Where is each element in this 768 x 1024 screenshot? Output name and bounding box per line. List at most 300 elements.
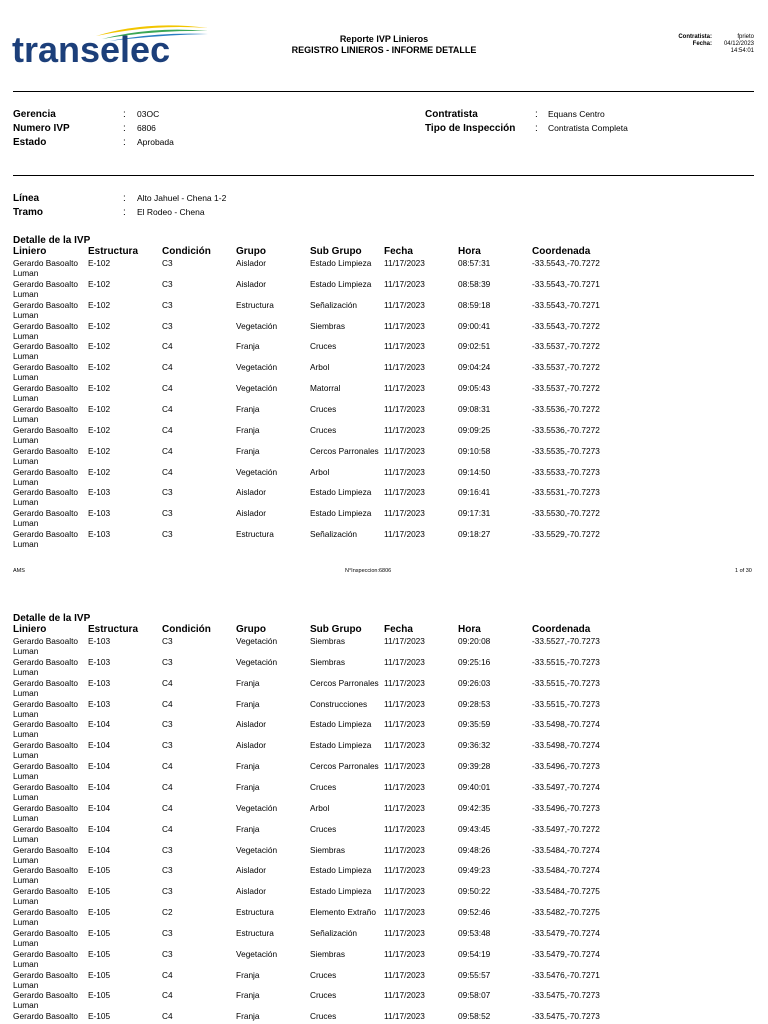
- cell-fecha: 11/17/2023: [384, 844, 425, 855]
- cell-liniero: Gerardo Basoalto Luman: [13, 299, 79, 320]
- tramo-label: Tramo: [13, 207, 44, 218]
- cell-estructura: E-102: [88, 466, 111, 477]
- cell-grupo: Franja: [236, 990, 260, 1001]
- cell-fecha: 11/17/2023: [384, 487, 425, 498]
- cell-condicion: C3: [162, 656, 173, 667]
- cell-estructura: E-105: [88, 990, 111, 1001]
- cell-estructura: E-103: [88, 677, 111, 688]
- cell-hora: 09:58:52: [458, 1011, 491, 1022]
- cell-fecha: 11/17/2023: [384, 802, 425, 813]
- cell-sub-grupo: Siembras: [310, 656, 346, 667]
- cell-fecha: 11/17/2023: [384, 656, 425, 667]
- cell-condicion: C3: [162, 948, 173, 959]
- cell-grupo: Vegetación: [236, 383, 278, 394]
- cell-liniero: Gerardo Basoalto Luman: [13, 320, 79, 341]
- cell-coordenada: -33.5531,-70.7273: [532, 487, 600, 498]
- cell-coordenada: -33.5515,-70.7273: [532, 677, 600, 688]
- cell-coordenada: -33.5543,-70.7272: [532, 320, 600, 331]
- cell-coordenada: -33.5543,-70.7271: [532, 278, 600, 289]
- cell-estructura: E-104: [88, 802, 111, 813]
- cell-grupo: Franja: [236, 341, 260, 352]
- cell-liniero: Gerardo Basoalto Luman: [13, 802, 79, 823]
- cell-liniero: Gerardo Basoalto Luman: [13, 781, 79, 802]
- cell-fecha: 11/17/2023: [384, 362, 425, 373]
- cell-estructura: E-103: [88, 636, 111, 646]
- column-header-condicion: Condición: [162, 624, 211, 635]
- cell-estructura: E-104: [88, 740, 111, 751]
- cell-fecha: 11/17/2023: [384, 636, 425, 646]
- cell-coordenada: -33.5535,-70.7273: [532, 445, 600, 456]
- linea-label: Línea: [13, 193, 40, 204]
- cell-liniero: Gerardo Basoalto Luman: [13, 636, 79, 656]
- cell-coordenada: -33.5537,-70.7272: [532, 341, 600, 352]
- column-header-hora: Hora: [458, 246, 481, 257]
- cell-condicion: C4: [162, 341, 173, 352]
- cell-estructura: E-102: [88, 299, 111, 310]
- cell-coordenada: -33.5515,-70.7273: [532, 698, 600, 709]
- cell-liniero: Gerardo Basoalto Luman: [13, 844, 79, 865]
- column-header-estructura: Estructura: [88, 246, 139, 257]
- cell-liniero: Gerardo Basoalto Luman: [13, 969, 79, 990]
- cell-fecha: 11/17/2023: [384, 927, 425, 938]
- cell-coordenada: -33.5498,-70.7274: [532, 740, 600, 751]
- cell-estructura: E-105: [88, 865, 111, 876]
- cell-liniero: Gerardo Basoalto Luman: [13, 865, 79, 886]
- cell-coordenada: -33.5543,-70.7272: [532, 258, 600, 268]
- column-header-coordenada: Coordenada: [532, 624, 591, 635]
- cell-coordenada: -33.5536,-70.7272: [532, 403, 600, 414]
- cell-liniero: Gerardo Basoalto Luman: [13, 677, 79, 698]
- cell-fecha: 11/17/2023: [384, 698, 425, 709]
- cell-sub-grupo: Cercos Parronales: [310, 761, 379, 772]
- cell-hora: 09:28:53: [458, 698, 491, 709]
- cell-estructura: E-103: [88, 508, 111, 519]
- cell-grupo: Vegetación: [236, 320, 278, 331]
- cell-fecha: 11/17/2023: [384, 424, 425, 435]
- cell-condicion: C4: [162, 383, 173, 394]
- contratista-label: Contratista: [425, 109, 478, 120]
- footer-center: N°Inspeccion:6806: [345, 568, 392, 574]
- cell-grupo: Franja: [236, 677, 260, 688]
- cell-sub-grupo: Cruces: [310, 969, 337, 980]
- cell-liniero: Gerardo Basoalto Luman: [13, 487, 79, 508]
- cell-sub-grupo: Estado Limpieza: [310, 719, 372, 730]
- cell-hora: 09:43:45: [458, 823, 491, 834]
- cell-fecha: 11/17/2023: [384, 886, 425, 897]
- cell-condicion: C4: [162, 761, 173, 772]
- column-header-fecha: Fecha: [384, 246, 413, 257]
- cell-grupo: Franja: [236, 403, 260, 414]
- cell-grupo: Franja: [236, 445, 260, 456]
- cell-fecha: 11/17/2023: [384, 948, 425, 959]
- cell-hora: 09:36:32: [458, 740, 491, 751]
- cell-condicion: C4: [162, 424, 173, 435]
- cell-estructura: E-102: [88, 258, 111, 268]
- cell-condicion: C3: [162, 927, 173, 938]
- cell-sub-grupo: Cruces: [310, 990, 337, 1001]
- cell-fecha: 11/17/2023: [384, 865, 425, 876]
- cell-coordenada: -33.5530,-70.7272: [532, 508, 600, 519]
- cell-liniero: Gerardo Basoalto: [13, 1011, 79, 1022]
- cell-grupo: Estructura: [236, 907, 274, 918]
- cell-estructura: E-105: [88, 907, 111, 918]
- cell-sub-grupo: Arbol: [310, 466, 330, 477]
- cell-sub-grupo: Señalización: [310, 927, 358, 938]
- cell-liniero: Gerardo Basoalto Luman: [13, 508, 79, 529]
- cell-fecha: 11/17/2023: [384, 466, 425, 477]
- cell-fecha: 11/17/2023: [384, 761, 425, 772]
- cell-sub-grupo: Estado Limpieza: [310, 508, 372, 519]
- tipo-inspeccion-value: Contratista Completa: [548, 123, 628, 133]
- cell-condicion: C3: [162, 886, 173, 897]
- cell-sub-grupo: Estado Limpieza: [310, 278, 372, 289]
- cell-condicion: C4: [162, 362, 173, 373]
- cell-sub-grupo: Arbol: [310, 802, 330, 813]
- meta-fecha-value: 04/12/2023: [723, 41, 754, 47]
- column-header-sub-grupo: Sub Grupo: [310, 624, 362, 635]
- cell-coordenada: -33.5533,-70.7273: [532, 466, 600, 477]
- cell-condicion: C4: [162, 969, 173, 980]
- linea-colon: :: [123, 193, 126, 204]
- cell-coordenada: -33.5484,-70.7274: [532, 865, 600, 876]
- section-title: Detalle de la IVP: [13, 613, 91, 624]
- cell-liniero: Gerardo Basoalto Luman: [13, 761, 79, 782]
- cell-coordenada: -33.5496,-70.7273: [532, 761, 600, 772]
- column-header-sub-grupo: Sub Grupo: [310, 246, 362, 257]
- cell-sub-grupo: Cruces: [310, 823, 337, 834]
- cell-condicion: C4: [162, 990, 173, 1001]
- cell-liniero: Gerardo Basoalto Luman: [13, 927, 79, 948]
- cell-hora: 09:42:35: [458, 802, 491, 813]
- cell-hora: 09:35:59: [458, 719, 491, 730]
- cell-coordenada: -33.5475,-70.7273: [532, 990, 600, 1001]
- cell-grupo: Franja: [236, 424, 260, 435]
- cell-condicion: C3: [162, 529, 173, 540]
- cell-grupo: Franja: [236, 781, 260, 792]
- cell-fecha: 11/17/2023: [384, 258, 425, 268]
- cell-sub-grupo: Estado Limpieza: [310, 865, 372, 876]
- gerencia-label: Gerencia: [13, 109, 56, 120]
- cell-coordenada: -33.5484,-70.7275: [532, 886, 600, 897]
- cell-grupo: Aislador: [236, 508, 266, 519]
- column-header-coordenada: Coordenada: [532, 246, 591, 257]
- column-header-grupo: Grupo: [236, 624, 266, 635]
- cell-coordenada: -33.5476,-70.7271: [532, 969, 600, 980]
- cell-sub-grupo: Señalización: [310, 529, 358, 540]
- cell-condicion: C3: [162, 258, 173, 268]
- cell-liniero: Gerardo Basoalto Luman: [13, 403, 79, 424]
- cell-estructura: E-103: [88, 656, 111, 667]
- cell-coordenada: -33.5479,-70.7274: [532, 927, 600, 938]
- cell-grupo: Vegetación: [236, 466, 278, 477]
- cell-condicion: C3: [162, 719, 173, 730]
- meta-contratista-value: fprieto: [737, 34, 754, 40]
- cell-estructura: E-102: [88, 320, 111, 331]
- cell-hora: 09:17:31: [458, 508, 491, 519]
- cell-hora: 08:58:39: [458, 278, 491, 289]
- estado-value: Aprobada: [137, 137, 174, 147]
- cell-condicion: C3: [162, 740, 173, 751]
- cell-grupo: Aislador: [236, 865, 266, 876]
- cell-liniero: Gerardo Basoalto Luman: [13, 740, 79, 761]
- cell-sub-grupo: Señalización: [310, 299, 358, 310]
- cell-estructura: E-105: [88, 948, 111, 959]
- cell-coordenada: -33.5527,-70.7273: [532, 636, 600, 646]
- cell-estructura: E-103: [88, 529, 111, 540]
- cell-estructura: E-105: [88, 886, 111, 897]
- cell-liniero: Gerardo Basoalto Luman: [13, 948, 79, 969]
- cell-estructura: E-103: [88, 698, 111, 709]
- cell-coordenada: -33.5536,-70.7272: [532, 424, 600, 435]
- cell-fecha: 11/17/2023: [384, 907, 425, 918]
- cell-hora: 09:26:03: [458, 677, 491, 688]
- cell-condicion: C3: [162, 299, 173, 310]
- cell-hora: 09:40:01: [458, 781, 491, 792]
- column-header-hora: Hora: [458, 624, 481, 635]
- cell-grupo: Franja: [236, 1011, 260, 1022]
- cell-hora: 08:57:31: [458, 258, 491, 268]
- cell-hora: 09:54:19: [458, 948, 491, 959]
- cell-estructura: E-104: [88, 823, 111, 834]
- cell-sub-grupo: Estado Limpieza: [310, 258, 372, 268]
- cell-condicion: C4: [162, 677, 173, 688]
- cell-fecha: 11/17/2023: [384, 990, 425, 1001]
- cell-fecha: 11/17/2023: [384, 740, 425, 751]
- cell-sub-grupo: Cruces: [310, 424, 337, 435]
- cell-coordenada: -33.5482,-70.7275: [532, 907, 600, 918]
- cell-condicion: C3: [162, 508, 173, 519]
- cell-sub-grupo: Estado Limpieza: [310, 740, 372, 751]
- cell-estructura: E-102: [88, 383, 111, 394]
- cell-liniero: Gerardo Basoalto Luman: [13, 362, 79, 383]
- cell-hora: 09:16:41: [458, 487, 491, 498]
- cell-fecha: 11/17/2023: [384, 278, 425, 289]
- cell-coordenada: -33.5537,-70.7272: [532, 383, 600, 394]
- numero-ivp-colon: :: [123, 123, 126, 134]
- cell-fecha: 11/17/2023: [384, 719, 425, 730]
- cell-coordenada: -33.5498,-70.7274: [532, 719, 600, 730]
- cell-liniero: Gerardo Basoalto Luman: [13, 529, 79, 550]
- cell-condicion: C4: [162, 802, 173, 813]
- footer-right: 1 of 30: [735, 568, 752, 574]
- cell-liniero: Gerardo Basoalto Luman: [13, 886, 79, 907]
- cell-grupo: Aislador: [236, 740, 266, 751]
- contratista-colon: :: [535, 109, 538, 120]
- tipo-inspeccion-colon: :: [535, 123, 538, 134]
- cell-sub-grupo: Arbol: [310, 362, 330, 373]
- cell-grupo: Estructura: [236, 299, 274, 310]
- cell-sub-grupo: Elemento Extraño: [310, 907, 376, 918]
- cell-liniero: Gerardo Basoalto Luman: [13, 278, 79, 299]
- cell-sub-grupo: Estado Limpieza: [310, 886, 372, 897]
- cell-fecha: 11/17/2023: [384, 508, 425, 519]
- cell-hora: 09:50:22: [458, 886, 491, 897]
- cell-condicion: C3: [162, 636, 173, 646]
- cell-sub-grupo: Cercos Parronales: [310, 677, 379, 688]
- cell-estructura: E-105: [88, 1011, 111, 1022]
- cell-condicion: C3: [162, 320, 173, 331]
- cell-liniero: Gerardo Basoalto Luman: [13, 719, 79, 740]
- linea-value: Alto Jahuel - Chena 1-2: [137, 193, 227, 203]
- cell-hora: 09:18:27: [458, 529, 491, 540]
- cell-estructura: E-104: [88, 844, 111, 855]
- cell-liniero: Gerardo Basoalto Luman: [13, 907, 79, 928]
- cell-hora: 09:05:43: [458, 383, 491, 394]
- cell-sub-grupo: Siembras: [310, 948, 346, 959]
- cell-sub-grupo: Estado Limpieza: [310, 487, 372, 498]
- cell-hora: 09:25:16: [458, 656, 491, 667]
- cell-estructura: E-103: [88, 487, 111, 498]
- gerencia-colon: :: [123, 109, 126, 120]
- cell-condicion: C4: [162, 445, 173, 456]
- cell-liniero: Gerardo Basoalto Luman: [13, 990, 79, 1011]
- cell-grupo: Vegetación: [236, 802, 278, 813]
- column-header-condicion: Condición: [162, 246, 211, 257]
- cell-estructura: E-102: [88, 341, 111, 352]
- cell-hora: 09:08:31: [458, 403, 491, 414]
- cell-grupo: Aislador: [236, 487, 266, 498]
- cell-fecha: 11/17/2023: [384, 529, 425, 540]
- cell-fecha: 11/17/2023: [384, 320, 425, 331]
- cell-coordenada: -33.5475,-70.7273: [532, 1011, 600, 1022]
- cell-grupo: Vegetación: [236, 948, 278, 959]
- cell-fecha: 11/17/2023: [384, 341, 425, 352]
- cell-coordenada: -33.5529,-70.7272: [532, 529, 600, 540]
- cell-estructura: E-102: [88, 445, 111, 456]
- section-title: Detalle de la IVP: [13, 235, 91, 246]
- cell-grupo: Vegetación: [236, 844, 278, 855]
- cell-fecha: 11/17/2023: [384, 299, 425, 310]
- tramo-colon: :: [123, 207, 126, 218]
- cell-grupo: Vegetación: [236, 362, 278, 373]
- gerencia-value: 03OC: [137, 109, 160, 119]
- column-header-fecha: Fecha: [384, 624, 413, 635]
- cell-sub-grupo: Cruces: [310, 1011, 337, 1022]
- cell-estructura: E-104: [88, 719, 111, 730]
- cell-fecha: 11/17/2023: [384, 1011, 425, 1022]
- cell-grupo: Estructura: [236, 927, 274, 938]
- meta-hora-value: 14:54:01: [730, 48, 754, 54]
- cell-hora: 09:53:48: [458, 927, 491, 938]
- cell-liniero: Gerardo Basoalto Luman: [13, 445, 79, 466]
- numero-ivp-label: Numero IVP: [13, 123, 70, 134]
- column-header-grupo: Grupo: [236, 246, 266, 257]
- cell-condicion: C4: [162, 698, 173, 709]
- cell-grupo: Franja: [236, 969, 260, 980]
- cell-condicion: C4: [162, 823, 173, 834]
- cell-fecha: 11/17/2023: [384, 823, 425, 834]
- cell-grupo: Franja: [236, 698, 260, 709]
- cell-grupo: Aislador: [236, 258, 266, 268]
- footer-left: AMS: [13, 568, 25, 574]
- cell-sub-grupo: Cercos Parronales: [310, 445, 379, 456]
- cell-coordenada: -33.5479,-70.7274: [532, 948, 600, 959]
- cell-sub-grupo: Siembras: [310, 320, 346, 331]
- cell-grupo: Franja: [236, 761, 260, 772]
- cell-grupo: Vegetación: [236, 656, 278, 667]
- cell-condicion: C4: [162, 1011, 173, 1022]
- cell-fecha: 11/17/2023: [384, 383, 425, 394]
- tipo-inspeccion-label: Tipo de Inspección: [425, 123, 516, 134]
- cell-condicion: C3: [162, 487, 173, 498]
- estado-label: Estado: [13, 137, 47, 148]
- cell-fecha: 11/17/2023: [384, 403, 425, 414]
- cell-estructura: E-105: [88, 927, 111, 938]
- cell-hora: 09:39:28: [458, 761, 491, 772]
- cell-coordenada: -33.5484,-70.7274: [532, 844, 600, 855]
- cell-fecha: 11/17/2023: [384, 677, 425, 688]
- cell-sub-grupo: Matorral: [310, 383, 341, 394]
- cell-estructura: E-102: [88, 424, 111, 435]
- cell-liniero: Gerardo Basoalto Luman: [13, 383, 79, 404]
- cell-condicion: C4: [162, 781, 173, 792]
- cell-coordenada: -33.5537,-70.7272: [532, 362, 600, 373]
- cell-grupo: Aislador: [236, 278, 266, 289]
- logo-wordmark: transelec: [12, 29, 171, 70]
- cell-grupo: Estructura: [236, 529, 274, 540]
- cell-hora: 09:48:26: [458, 844, 491, 855]
- cell-estructura: E-102: [88, 278, 111, 289]
- cell-coordenada: -33.5497,-70.7274: [532, 781, 600, 792]
- cell-liniero: Gerardo Basoalto Luman: [13, 823, 79, 844]
- meta-fecha-label: Fecha:: [692, 41, 712, 47]
- cell-hora: 08:59:18: [458, 299, 491, 310]
- cell-grupo: Aislador: [236, 886, 266, 897]
- cell-grupo: Franja: [236, 823, 260, 834]
- cell-estructura: E-105: [88, 969, 111, 980]
- cell-sub-grupo: Cruces: [310, 781, 337, 792]
- cell-hora: 09:49:23: [458, 865, 491, 876]
- meta-contratista-label: Contratista:: [678, 34, 712, 40]
- estado-colon: :: [123, 137, 126, 148]
- cell-sub-grupo: Cruces: [310, 341, 337, 352]
- cell-coordenada: -33.5543,-70.7271: [532, 299, 600, 310]
- cell-hora: 09:52:46: [458, 907, 491, 918]
- cell-grupo: Aislador: [236, 719, 266, 730]
- cell-hora: 09:09:25: [458, 424, 491, 435]
- cell-condicion: C3: [162, 865, 173, 876]
- column-header-estructura: Estructura: [88, 624, 139, 635]
- cell-liniero: Gerardo Basoalto Luman: [13, 698, 79, 719]
- cell-coordenada: -33.5497,-70.7272: [532, 823, 600, 834]
- cell-fecha: 11/17/2023: [384, 969, 425, 980]
- cell-sub-grupo: Siembras: [310, 636, 346, 646]
- cell-sub-grupo: Construcciones: [310, 698, 368, 709]
- cell-liniero: Gerardo Basoalto Luman: [13, 656, 79, 677]
- cell-grupo: Vegetación: [236, 636, 278, 646]
- cell-hora: 09:04:24: [458, 362, 491, 373]
- cell-hora: 09:58:07: [458, 990, 491, 1001]
- cell-condicion: C3: [162, 844, 173, 855]
- cell-condicion: C2: [162, 907, 173, 918]
- contratista-value: Equans Centro: [548, 109, 605, 119]
- cell-hora: 09:14:50: [458, 466, 491, 477]
- cell-liniero: Gerardo Basoalto Luman: [13, 258, 79, 278]
- column-header-liniero: Liniero: [13, 624, 47, 635]
- cell-hora: 09:02:51: [458, 341, 491, 352]
- cell-coordenada: -33.5515,-70.7273: [532, 656, 600, 667]
- numero-ivp-value: 6806: [137, 123, 156, 133]
- cell-sub-grupo: Siembras: [310, 844, 346, 855]
- cell-sub-grupo: Cruces: [310, 403, 337, 414]
- cell-liniero: Gerardo Basoalto Luman: [13, 466, 79, 487]
- cell-coordenada: -33.5496,-70.7273: [532, 802, 600, 813]
- cell-liniero: Gerardo Basoalto Luman: [13, 424, 79, 445]
- column-header-liniero: Liniero: [13, 246, 47, 257]
- cell-condicion: C4: [162, 403, 173, 414]
- report-subtitle: REGISTRO LINIEROS - INFORME DETALLE: [291, 45, 477, 55]
- tramo-value: El Rodeo - Chena: [137, 207, 205, 217]
